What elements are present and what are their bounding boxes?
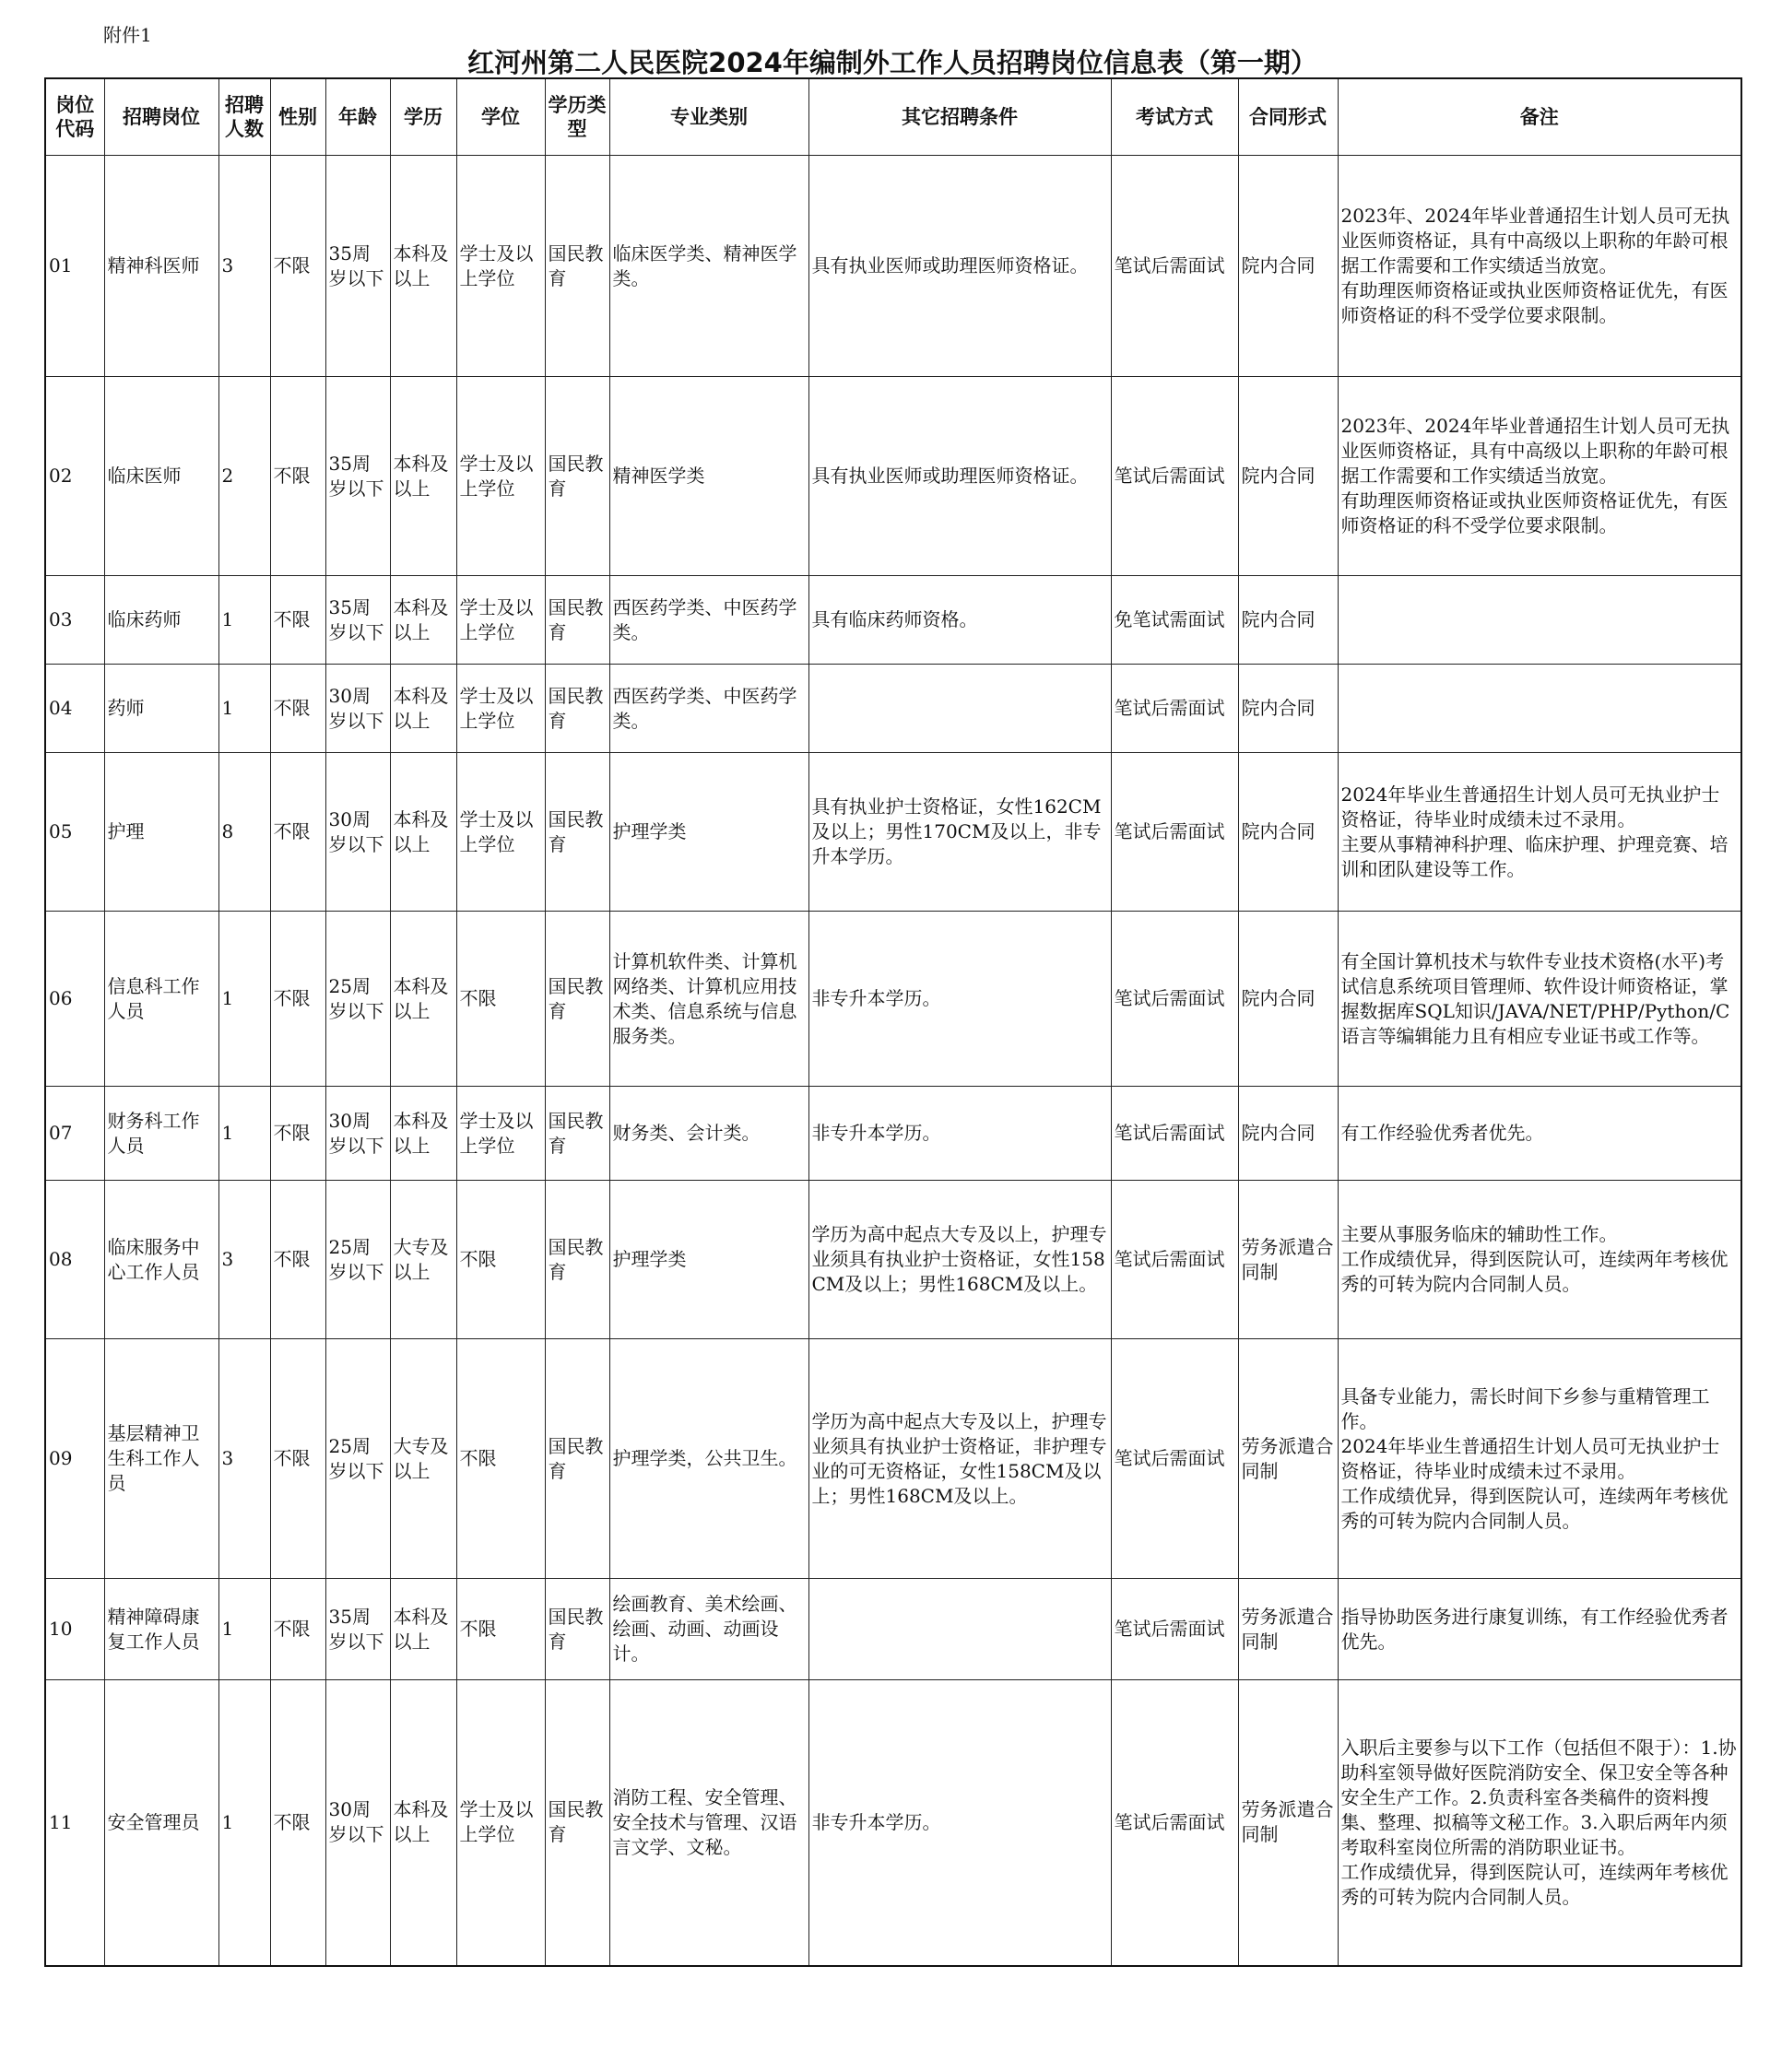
header-cell: 年龄 — [325, 78, 390, 156]
header-cell: 专业类别 — [609, 78, 808, 156]
degree-cell: 不限 — [456, 1579, 545, 1680]
header-cell: 性别 — [270, 78, 325, 156]
education-cell: 本科及以上 — [390, 1680, 456, 1966]
remarks-cell: 指导协助医务进行康复训练，有工作经验优秀者优先。 — [1338, 1579, 1741, 1680]
education-cell: 本科及以上 — [390, 1579, 456, 1680]
contract-type-cell: 院内合同 — [1238, 912, 1338, 1087]
post-name-cell: 精神科医师 — [104, 156, 218, 377]
contract-type-cell: 院内合同 — [1238, 576, 1338, 665]
exam-method-cell: 笔试后需面试 — [1111, 377, 1238, 576]
age-cell: 35周岁以下 — [325, 377, 390, 576]
other-conditions-cell: 具有执业护士资格证，女性162CM及以上；男性170CM及以上，非专升本学历。 — [808, 753, 1111, 912]
gender-cell: 不限 — [270, 1579, 325, 1680]
exam-method-cell: 笔试后需面试 — [1111, 1339, 1238, 1579]
education-cell: 本科及以上 — [390, 377, 456, 576]
other-conditions-cell: 具有执业医师或助理医师资格证。 — [808, 377, 1111, 576]
remarks-cell: 主要从事服务临床的辅助性工作。 工作成绩优异，得到医院认可，连续两年考核优秀的可转为院内合同制人员。 — [1338, 1181, 1741, 1339]
header-cell: 合同形式 — [1238, 78, 1338, 156]
headcount-cell: 2 — [218, 377, 270, 576]
post-code-cell: 02 — [45, 377, 104, 576]
post-name-cell: 药师 — [104, 665, 218, 753]
contract-type-cell: 院内合同 — [1238, 753, 1338, 912]
education-type-cell: 国民教育 — [545, 1339, 609, 1579]
header-cell: 其它招聘条件 — [808, 78, 1111, 156]
education-type-cell: 国民教育 — [545, 753, 609, 912]
exam-method-cell: 笔试后需面试 — [1111, 1181, 1238, 1339]
education-type-cell: 国民教育 — [545, 377, 609, 576]
age-cell: 35周岁以下 — [325, 1579, 390, 1680]
education-type-cell: 国民教育 — [545, 1087, 609, 1181]
headcount-cell: 1 — [218, 576, 270, 665]
gender-cell: 不限 — [270, 576, 325, 665]
post-name-cell: 精神障碍康复工作人员 — [104, 1579, 218, 1680]
other-conditions-cell: 非专升本学历。 — [808, 912, 1111, 1087]
headcount-cell: 8 — [218, 753, 270, 912]
post-code-cell: 08 — [45, 1181, 104, 1339]
major-cell: 护理学类，公共卫生。 — [609, 1339, 808, 1579]
other-conditions-cell: 具有执业医师或助理医师资格证。 — [808, 156, 1111, 377]
major-cell: 护理学类 — [609, 1181, 808, 1339]
remarks-cell: 有全国计算机技术与软件专业技术资格(水平)考试信息系统项目管理师、软件设计师资格证，掌握数据库SQL知识/JAVA/NET/PHP/Python/C语言等编辑能力且有相应专业证书或工作等。 — [1338, 912, 1741, 1087]
education-type-cell: 国民教育 — [545, 1579, 609, 1680]
post-name-cell: 临床药师 — [104, 576, 218, 665]
header-cell: 考试方式 — [1111, 78, 1238, 156]
recruitment-table — [44, 77, 1742, 1967]
header-cell: 招聘人数 — [218, 78, 270, 156]
contract-type-cell: 劳务派遣合同制 — [1238, 1579, 1338, 1680]
gender-cell: 不限 — [270, 753, 325, 912]
gender-cell: 不限 — [270, 1339, 325, 1579]
table-row — [45, 665, 1741, 753]
education-cell: 本科及以上 — [390, 576, 456, 665]
age-cell: 30周岁以下 — [325, 753, 390, 912]
headcount-cell: 1 — [218, 665, 270, 753]
table-row — [45, 753, 1741, 912]
headcount-cell: 3 — [218, 156, 270, 377]
post-name-cell: 信息科工作人员 — [104, 912, 218, 1087]
remarks-cell: 有工作经验优秀者优先。 — [1338, 1087, 1741, 1181]
exam-method-cell: 笔试后需面试 — [1111, 753, 1238, 912]
education-cell: 本科及以上 — [390, 1087, 456, 1181]
post-code-cell: 07 — [45, 1087, 104, 1181]
table-row — [45, 1339, 1741, 1579]
education-type-cell: 国民教育 — [545, 576, 609, 665]
gender-cell: 不限 — [270, 1181, 325, 1339]
header-cell: 学历 — [390, 78, 456, 156]
headcount-cell: 3 — [218, 1339, 270, 1579]
exam-method-cell: 笔试后需面试 — [1111, 1680, 1238, 1966]
major-cell: 精神医学类 — [609, 377, 808, 576]
table-row — [45, 1181, 1741, 1339]
other-conditions-cell — [808, 1579, 1111, 1680]
remarks-cell — [1338, 576, 1741, 665]
education-cell: 本科及以上 — [390, 753, 456, 912]
post-code-cell: 09 — [45, 1339, 104, 1579]
degree-cell: 不限 — [456, 912, 545, 1087]
post-name-cell: 财务科工作人员 — [104, 1087, 218, 1181]
headcount-cell: 1 — [218, 1680, 270, 1966]
attachment-label: 附件1 — [103, 24, 152, 46]
education-cell: 本科及以上 — [390, 912, 456, 1087]
contract-type-cell: 院内合同 — [1238, 377, 1338, 576]
education-type-cell: 国民教育 — [545, 912, 609, 1087]
education-type-cell: 国民教育 — [545, 1181, 609, 1339]
table-row — [45, 377, 1741, 576]
exam-method-cell: 笔试后需面试 — [1111, 1579, 1238, 1680]
age-cell: 35周岁以下 — [325, 576, 390, 665]
page-title: 红河州第二人民医院2024年编制外工作人员招聘岗位信息表（第一期） — [467, 47, 1317, 78]
exam-method-cell: 免笔试需面试 — [1111, 576, 1238, 665]
degree-cell: 学士及以上学位 — [456, 377, 545, 576]
major-cell: 绘画教育、美术绘画、绘画、动画、动画设计。 — [609, 1579, 808, 1680]
remarks-cell: 具备专业能力，需长时间下乡参与重精管理工作。 2024年毕业生普通招生计划人员可无执业护士资格证，待毕业时成绩未过不录用。 工作成绩优异，得到医院认可，连续两年考核优秀的可转为院内合同制人员。 — [1338, 1339, 1741, 1579]
major-cell: 护理学类 — [609, 753, 808, 912]
gender-cell: 不限 — [270, 665, 325, 753]
table-row — [45, 1680, 1741, 1966]
headcount-cell: 1 — [218, 1087, 270, 1181]
degree-cell: 学士及以上学位 — [456, 576, 545, 665]
post-name-cell: 临床服务中心工作人员 — [104, 1181, 218, 1339]
table-row — [45, 1087, 1741, 1181]
education-type-cell: 国民教育 — [545, 665, 609, 753]
age-cell: 35周岁以下 — [325, 156, 390, 377]
exam-method-cell: 笔试后需面试 — [1111, 156, 1238, 377]
degree-cell: 学士及以上学位 — [456, 665, 545, 753]
contract-type-cell: 劳务派遣合同制 — [1238, 1680, 1338, 1966]
contract-type-cell: 院内合同 — [1238, 665, 1338, 753]
gender-cell: 不限 — [270, 377, 325, 576]
other-conditions-cell: 非专升本学历。 — [808, 1087, 1111, 1181]
contract-type-cell: 劳务派遣合同制 — [1238, 1181, 1338, 1339]
contract-type-cell: 劳务派遣合同制 — [1238, 1339, 1338, 1579]
table-row — [45, 576, 1741, 665]
major-cell: 临床医学类、精神医学类。 — [609, 156, 808, 377]
contract-type-cell: 院内合同 — [1238, 156, 1338, 377]
other-conditions-cell: 学历为高中起点大专及以上，护理专业须具有执业护士资格证，女性158CM及以上；男性168CM及以上。 — [808, 1181, 1111, 1339]
post-code-cell: 05 — [45, 753, 104, 912]
gender-cell: 不限 — [270, 156, 325, 377]
post-code-cell: 03 — [45, 576, 104, 665]
post-code-cell: 11 — [45, 1680, 104, 1966]
education-type-cell: 国民教育 — [545, 156, 609, 377]
major-cell: 消防工程、安全管理、安全技术与管理、汉语言文学、文秘。 — [609, 1680, 808, 1966]
major-cell: 财务类、会计类。 — [609, 1087, 808, 1181]
header-cell: 备注 — [1338, 78, 1741, 156]
other-conditions-cell: 具有临床药师资格。 — [808, 576, 1111, 665]
other-conditions-cell: 学历为高中起点大专及以上，护理专业须具有执业护士资格证，非护理专业的可无资格证，女性158CM及以上；男性168CM及以上。 — [808, 1339, 1111, 1579]
header-cell: 招聘岗位 — [104, 78, 218, 156]
education-type-cell: 国民教育 — [545, 1680, 609, 1966]
contract-type-cell: 院内合同 — [1238, 1087, 1338, 1181]
age-cell: 25周岁以下 — [325, 912, 390, 1087]
post-code-cell: 10 — [45, 1579, 104, 1680]
age-cell: 30周岁以下 — [325, 665, 390, 753]
age-cell: 25周岁以下 — [325, 1181, 390, 1339]
major-cell: 计算机软件类、计算机网络类、计算机应用技术类、信息系统与信息服务类。 — [609, 912, 808, 1087]
headcount-cell: 3 — [218, 1181, 270, 1339]
education-cell: 大专及以上 — [390, 1339, 456, 1579]
post-code-cell: 04 — [45, 665, 104, 753]
headcount-cell: 1 — [218, 912, 270, 1087]
degree-cell: 不限 — [456, 1181, 545, 1339]
header-cell: 学历类型 — [545, 78, 609, 156]
education-cell: 本科及以上 — [390, 156, 456, 377]
age-cell: 25周岁以下 — [325, 1339, 390, 1579]
degree-cell: 学士及以上学位 — [456, 1087, 545, 1181]
post-name-cell: 临床医师 — [104, 377, 218, 576]
header-cell: 学位 — [456, 78, 545, 156]
education-cell: 大专及以上 — [390, 1181, 456, 1339]
remarks-cell: 入职后主要参与以下工作（包括但不限于）：1.协助科室领导做好医院消防安全、保卫安全等各种安全生产工作。2.负责科室各类稿件的资料搜集、整理、拟稿等文秘工作。3.入职后两年内须考取科室岗位所需的消防职业证书。 工作成绩优异，得到医院认可，连续两年考核优秀的可转为院内合同制人员。 — [1338, 1680, 1741, 1966]
education-cell: 本科及以上 — [390, 665, 456, 753]
gender-cell: 不限 — [270, 1087, 325, 1181]
post-code-cell: 06 — [45, 912, 104, 1087]
header-cell: 岗位代码 — [45, 78, 104, 156]
age-cell: 30周岁以下 — [325, 1087, 390, 1181]
table-row — [45, 156, 1741, 377]
gender-cell: 不限 — [270, 1680, 325, 1966]
major-cell: 西医药学类、中医药学类。 — [609, 665, 808, 753]
gender-cell: 不限 — [270, 912, 325, 1087]
post-name-cell: 基层精神卫生科工作人员 — [104, 1339, 218, 1579]
degree-cell: 不限 — [456, 1339, 545, 1579]
headcount-cell: 1 — [218, 1579, 270, 1680]
remarks-cell — [1338, 665, 1741, 753]
table-row — [45, 912, 1741, 1087]
table-row — [45, 1579, 1741, 1680]
degree-cell: 学士及以上学位 — [456, 1680, 545, 1966]
post-name-cell: 护理 — [104, 753, 218, 912]
degree-cell: 学士及以上学位 — [456, 753, 545, 912]
other-conditions-cell: 非专升本学历。 — [808, 1680, 1111, 1966]
exam-method-cell: 笔试后需面试 — [1111, 1087, 1238, 1181]
header-row — [45, 78, 1741, 156]
age-cell: 30周岁以下 — [325, 1680, 390, 1966]
exam-method-cell: 笔试后需面试 — [1111, 665, 1238, 753]
major-cell: 西医药学类、中医药学类。 — [609, 576, 808, 665]
remarks-cell: 2023年、2024年毕业普通招生计划人员可无执业医师资格证，具有中高级以上职称的年龄可根据工作需要和工作实绩适当放宽。 有助理医师资格证或执业医师资格证优先，有医师资格证的科不受学位要求限制。 — [1338, 156, 1741, 377]
exam-method-cell: 笔试后需面试 — [1111, 912, 1238, 1087]
other-conditions-cell — [808, 665, 1111, 753]
post-code-cell: 01 — [45, 156, 104, 377]
degree-cell: 学士及以上学位 — [456, 156, 545, 377]
remarks-cell: 2024年毕业生普通招生计划人员可无执业护士资格证，待毕业时成绩未过不录用。 主要从事精神科护理、临床护理、护理竞赛、培训和团队建设等工作。 — [1338, 753, 1741, 912]
remarks-cell: 2023年、2024年毕业普通招生计划人员可无执业医师资格证，具有中高级以上职称的年龄可根据工作需要和工作实绩适当放宽。 有助理医师资格证或执业医师资格证优先，有医师资格证的科不受学位要求限制。 — [1338, 377, 1741, 576]
post-name-cell: 安全管理员 — [104, 1680, 218, 1966]
